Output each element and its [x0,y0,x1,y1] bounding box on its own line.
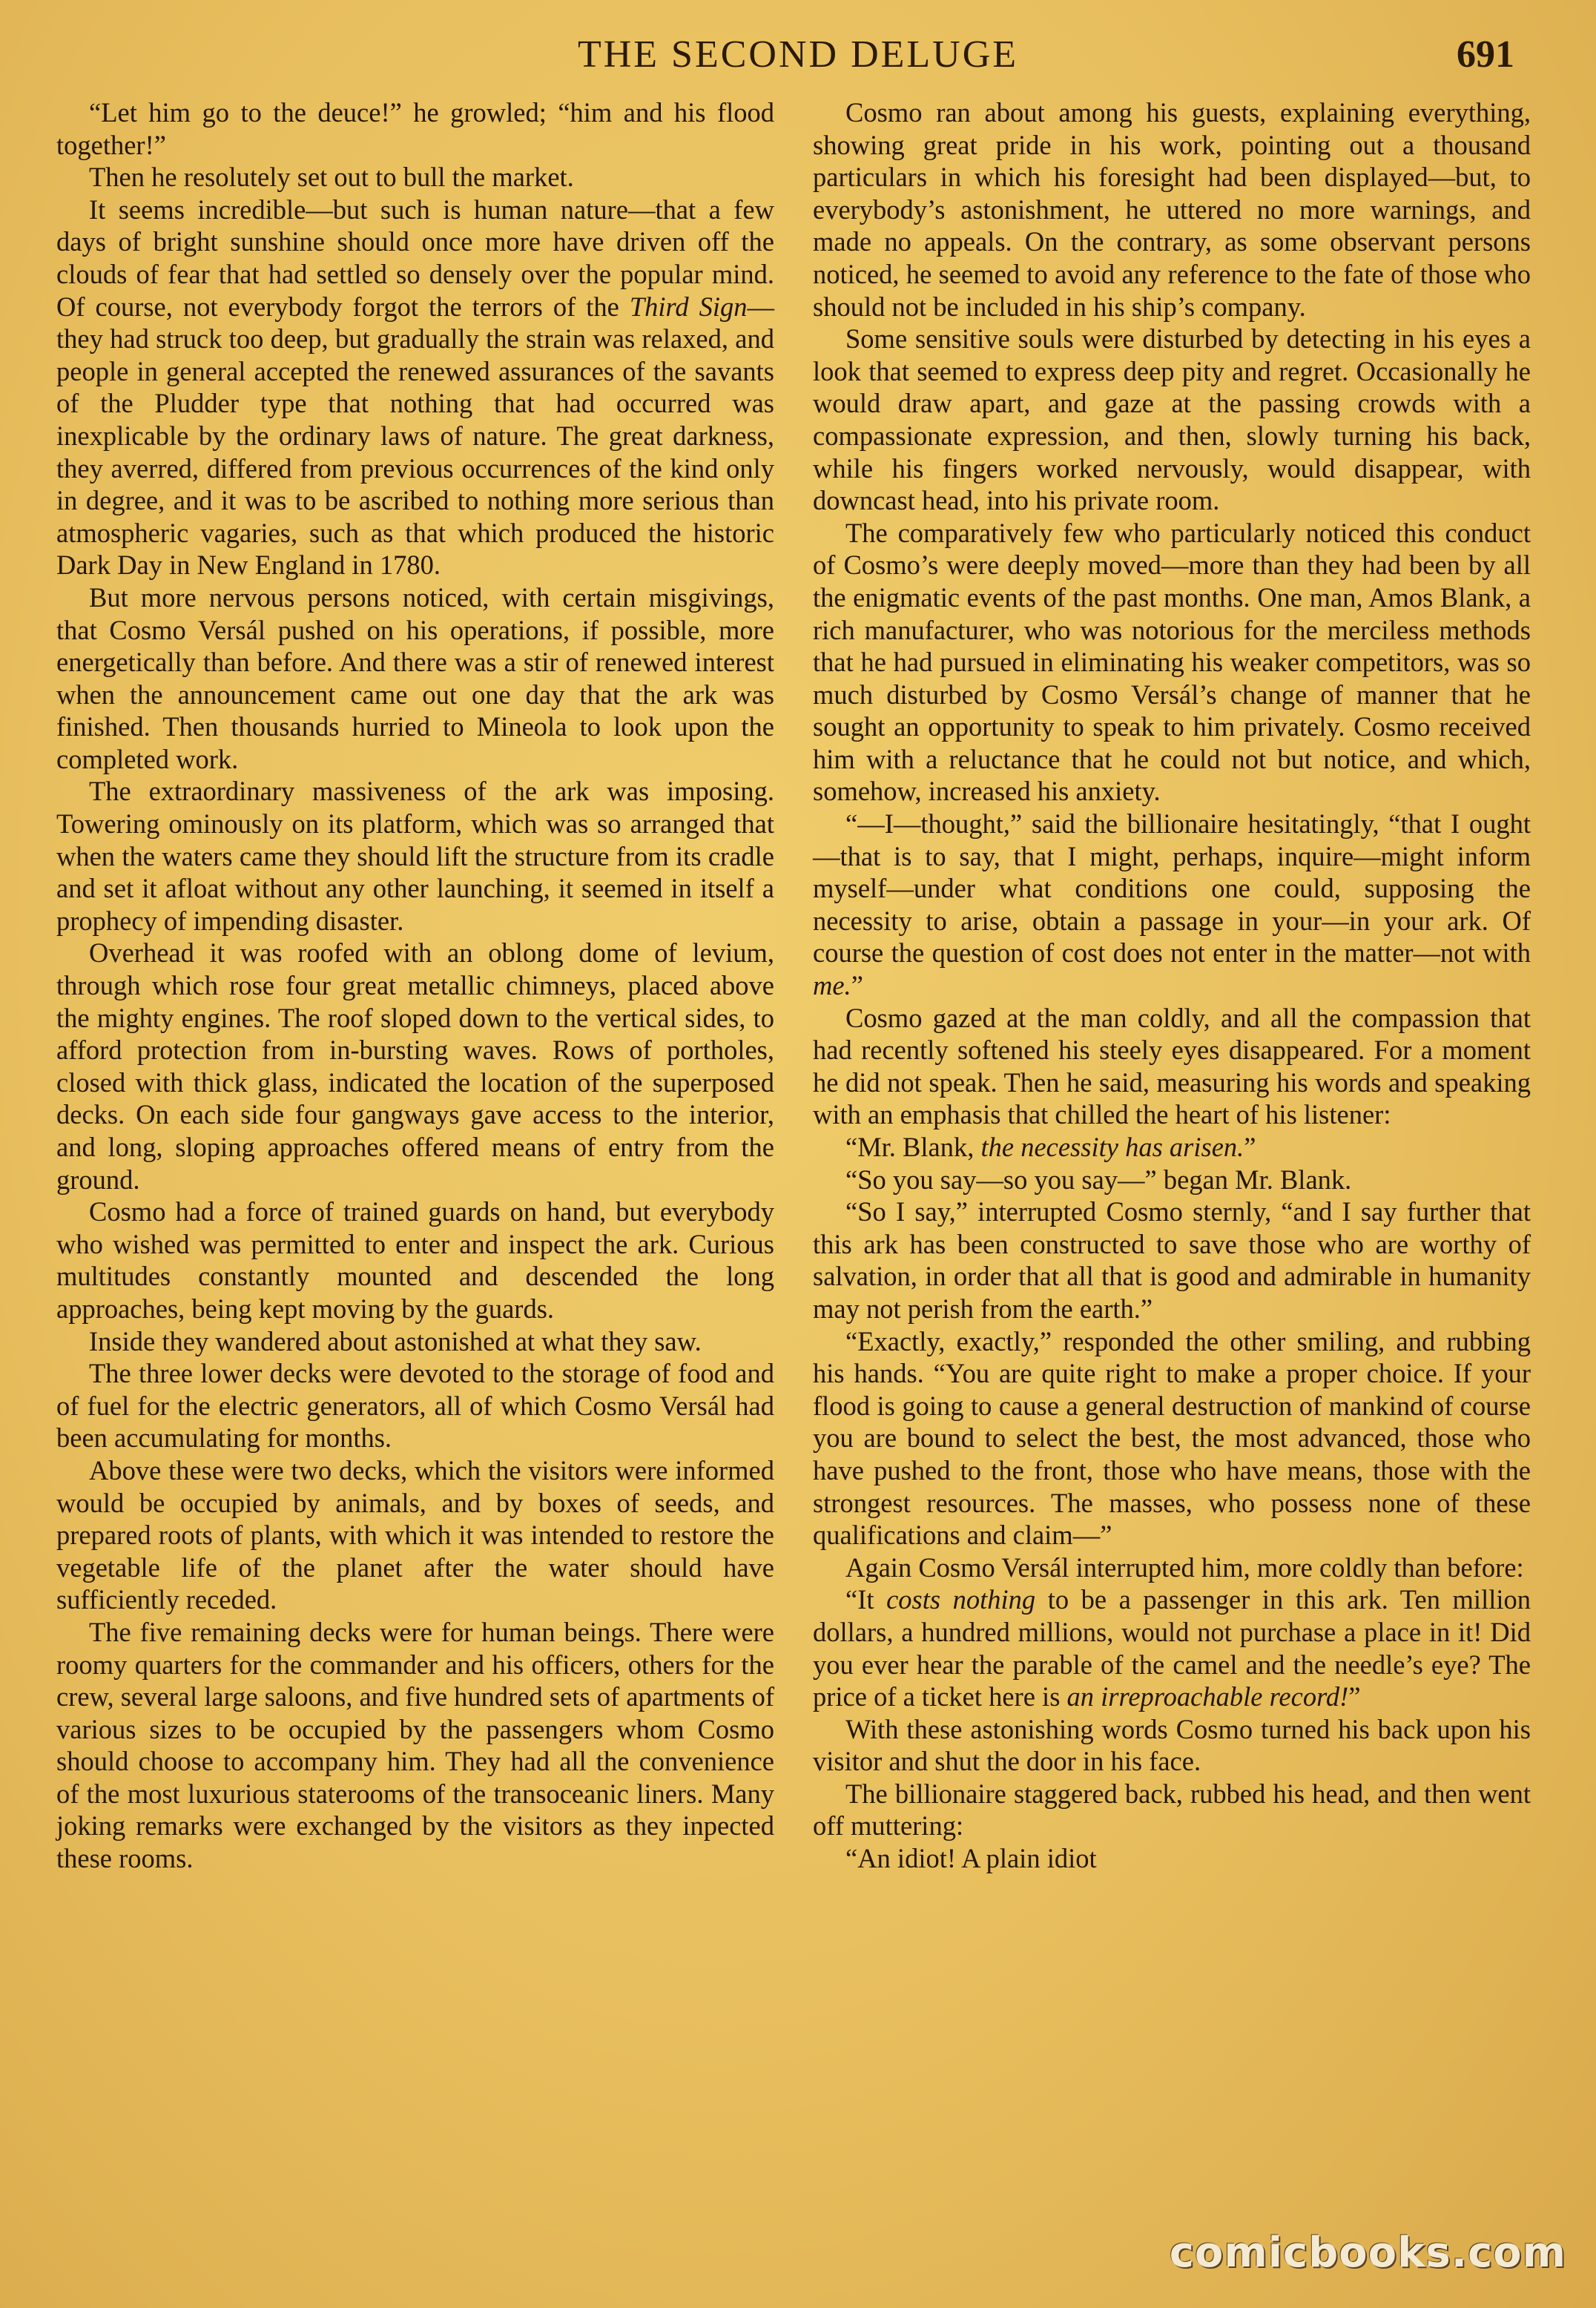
text-run: Inside they wandered about astonished at what they saw. [89,1325,702,1356]
paragraph [813,517,1531,808]
paragraph [813,323,1531,517]
paragraph [813,808,1531,1002]
paragraph [56,96,774,161]
text-run: Cosmo gazed at the man coldly, and all the compassion that had recently softened his steely eyes disappeared. For a moment he did not speak. Then he said, measuring his words and speaking with an emphasis that chilled the heart of his listener: [813,1002,1531,1130]
text-run: The billionaire staggered back, rubbed his head, and then went off muttering: [813,1778,1531,1842]
text-run: “So you say—so you say—” began Mr. Blank. [845,1164,1352,1195]
paragraph [813,1196,1531,1325]
text-run: ” [1348,1681,1361,1712]
text-run: Again Cosmo Versál interrupted him, more coldly than before: [845,1552,1524,1583]
paragraph [56,937,774,1196]
text-run: Cosmo had a force of trained guards on hand, but everybody who wished was permitted to enter and inspect the ark. Curious multitudes constantly mounted and descended the long approaches, being kept moving by the guards. [56,1196,774,1324]
text-run: The comparatively few who particularly noticed this conduct of Cosmo’s were deeply moved—more than they had been by all the enigmatic events of the past months. One man, Amos Blank, a rich manufacturer, who was notorious for the merciless methods that he had pursued in eliminating his weaker competitors, was so much disturbed by Cosmo Versál’s change of manner that he sought an opportunity to speak to him privately. Cosmo received him with a reluctance that he could not but notice, and which, somehow, increased his anxiety. [813,517,1531,807]
paragraph [813,1583,1531,1712]
text-run: “It [845,1584,887,1615]
paragraph [56,194,774,581]
paragraph [813,1131,1531,1164]
text-run: Some sensitive souls were disturbed by detecting in his eyes a look that seemed to express deep pity and regret. Occasionally he would draw apart, and gaze at the passing crowds with a compassionate expression, and then, slowly turning his back, while his fingers worked nervously, would disappear, with downcast head, into his private room. [813,323,1531,516]
paragraph [813,1842,1531,1875]
text-run: ” [1244,1132,1256,1162]
text-run: “Let him go to the deuce!” he growled; “him and his flood together!” [56,97,774,160]
paragraph [56,1454,774,1616]
paragraph [813,96,1531,323]
text-run: “An idiot! A plain idiot [845,1843,1097,1874]
paragraph [813,1713,1531,1778]
italic-text: the necessity has arisen. [980,1132,1244,1162]
text-run: ” [851,970,863,1001]
paragraph [56,775,774,937]
site-watermark: comicbooks.com [1169,2229,1566,2277]
page-number: 691 [1457,33,1514,76]
paragraph [813,1325,1531,1552]
italic-text: Third Sign [629,291,748,322]
text-run: —they had struck too deep, but gradually the strain was relaxed, and people in general accepted the renewed assurances of the savants of the Pludder type that nothing that had occurred was inexplicable by the ordinary laws of nature. The great darkness, they averred, differed from previous occurrences of the kind only in degree, and it was to be ascribed to nothing more serious than atmospheric vagaries, such as that which produced the historic Dark Day in New England in 1780. [56,291,775,581]
text-run: to be a passenger in this ark. Ten million dollars, a hundred millions, would not purchase a place in it! Did you ever hear the parable of the camel and the needle’s eye? The price of a ticket here is [813,1584,1531,1712]
italic-text: an irreproachable record! [1066,1681,1349,1712]
paragraph [813,1778,1531,1842]
paragraph [56,581,774,776]
text-run: “So I say,” interrupted Cosmo sternly, “and I say further that this ark has been constructed to save those who are worthy of salvation, in order that all that is good and admirable in humanity may not perish from the earth.” [813,1196,1531,1324]
text-run: The three lower decks were devoted to the storage of food and of fuel for the electric generators, all of which Cosmo Versál had been accumulating for months. [56,1358,774,1454]
text-run: Cosmo ran about among his guests, explaining everything, showing great pride in his work, pointing out a thousand particulars in which his foresight had been displayed—but, to everybody’s astonishment, he uttered no more warnings, and made no appeals. On the contrary, as some observant persons noticed, he seemed to avoid any reference to the fate of those who should not be included in his ship’s company. [813,97,1531,322]
paragraph [56,1196,774,1325]
paragraph [813,1552,1531,1584]
text-run: But more nervous persons noticed, with certain misgivings, that Cosmo Versál pushed on his operations, if possible, more energetically than before. And there was a stir of renewed interest when the announcement came out one day that the ark was finished. Then thousands hurried to Mineola to look upon the completed work. [56,581,774,774]
paragraph [56,1325,774,1358]
paragraph [56,1357,774,1454]
text-run: “—I—thought,” said the billionaire hesitatingly, “that I ought—that is to say, that I might, perhaps, inquire—might inform myself—under what conditions one could, supposing the necessity to arise, obtain a passage in your—in your ark. Of course the question of cost does not enter in the matter—not with [813,808,1531,969]
text-run: The extraordinary massiveness of the ark was imposing. Towering ominously on its platform, which was so arranged that when the waters came they should lift the structure from its cradle and set it afloat without any other launching, it seemed in itself a prophecy of impending disaster. [56,776,774,936]
right-column [813,96,1531,1875]
text-run: Above these were two decks, which the visitors were informed would be occupied by animals, and by boxes of seeds, and prepared roots of plants, with which it was intended to restore the vegetable life of the planet after the water should have sufficiently receded. [56,1454,774,1615]
paragraph [56,161,774,194]
text-run: The five remaining decks were for human beings. There were roomy quarters for the commander and his officers, others for the crew, several large saloons, and five hundred sets of apartments of various sizes to be occupied by the passengers whom Cosmo should choose to accompany him. They had all the convenience of the most luxurious staterooms of the transoceanic liners. Many joking remarks were exchanged by the visitors as they inpected these rooms. [56,1616,774,1874]
italic-text: costs nothing [886,1584,1036,1615]
text-run: “Exactly, exactly,” responded the other smiling, and rubbing his hands. “You are quite right to make a proper choice. If your flood is going to cause a general destruction of mankind of course you are bound to select the best, the most advanced, those who have pushed to the front, those who have means, those with the strongest resources. The masses, who possess none of these qualifications and claim—” [813,1325,1531,1551]
running-title: THE SECOND DELUGE [577,33,1019,76]
text-run: Then he resolutely set out to bull the market. [89,162,574,193]
paragraph [56,1616,774,1875]
italic-text: me. [813,970,851,1001]
paragraph [813,1164,1531,1196]
paragraph [813,1002,1531,1131]
text-run: “Mr. Blank, [845,1132,981,1162]
text-run: Overhead it was roofed with an oblong dome of levium, through which rose four great metallic chimneys, placed above the mighty engines. The roof sloped down to the vertical sides, to afford protection from in-bursting waves. Rows of portholes, closed with thick glass, indicated the location of the superposed decks. On each side four gangways gave access to the interior, and long, sloping approaches offered means of entry from the ground. [56,937,774,1195]
left-column [56,96,774,1875]
text-run: It seems incredible—but such is human nature—that a few days of bright sunshine should once more have driven off the clouds of fear that had settled so densely over the popular mind. Of course, not everybody forgot the terrors of the [56,194,774,322]
text-run: With these astonishing words Cosmo turned his back upon his visitor and shut the door in his face. [813,1713,1531,1777]
